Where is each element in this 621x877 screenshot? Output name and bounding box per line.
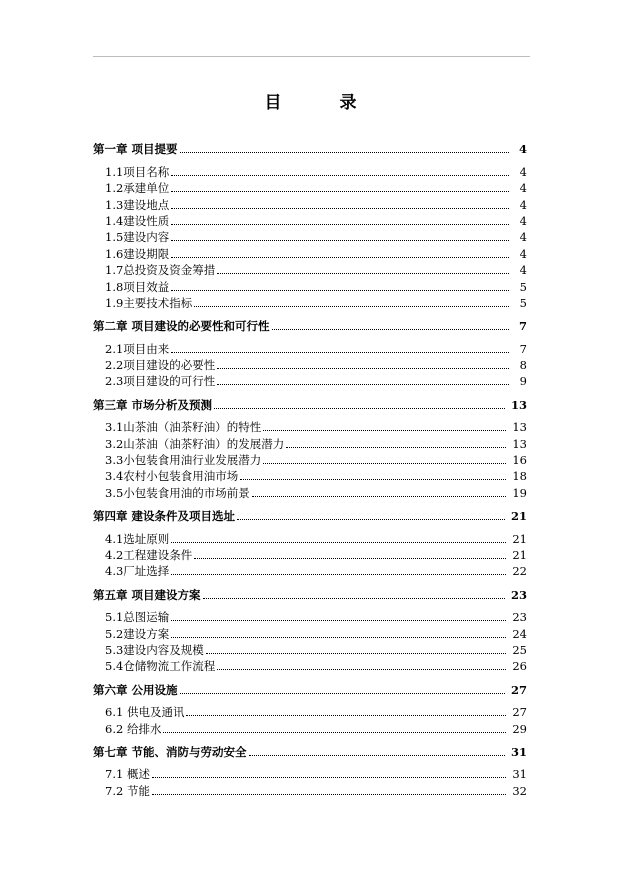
dot-leader: [180, 692, 505, 694]
dot-leader: [171, 289, 509, 291]
toc-section-entry[interactable]: [93, 418, 527, 434]
toc-page-number: 29: [512, 721, 527, 736]
toc-chapter-entry[interactable]: [93, 317, 527, 333]
toc-entry-label: 第二章 项目建设的必要性和可行性: [93, 319, 270, 334]
toc-section-entry[interactable]: [93, 261, 527, 277]
toc-chapter-entry[interactable]: [93, 680, 527, 696]
toc-section-entry[interactable]: [93, 703, 527, 719]
toc-page-number: 4: [519, 181, 527, 196]
toc-page-number: 4: [519, 197, 527, 212]
toc-entry-label: 1.8项目效益: [105, 279, 170, 294]
toc-entry-label: 4.2工程建设条件: [105, 547, 193, 562]
toc-page-number: 23: [512, 610, 527, 625]
header-rule: [93, 56, 530, 57]
toc-section-entry[interactable]: [93, 162, 527, 178]
dot-leader: [263, 429, 506, 431]
toc-section-entry[interactable]: [93, 228, 527, 244]
dot-leader: [272, 328, 509, 330]
toc-section-entry[interactable]: [93, 562, 527, 578]
toc-page-number: 19: [512, 485, 527, 500]
toc-entry-label: 4.1选址原则: [105, 531, 170, 546]
toc-section-entry[interactable]: [93, 657, 527, 673]
toc-page-number: 4: [519, 263, 527, 278]
dot-leader: [237, 518, 505, 520]
toc-page-number: 18: [512, 469, 527, 484]
toc-page-number: 26: [512, 659, 527, 674]
toc-entry-label: 第五章 项目建设方案: [93, 587, 201, 602]
dot-leader: [152, 776, 506, 778]
toc-page-number: 7: [519, 341, 527, 356]
toc-entry-label: 5.1总图运输: [105, 610, 170, 625]
toc-page-number: 13: [512, 436, 527, 451]
dot-leader: [171, 573, 506, 575]
toc-page-number: 21: [510, 509, 527, 524]
toc-page-number: 21: [512, 547, 527, 562]
table-of-contents: [93, 140, 527, 798]
toc-page-number: 25: [512, 642, 527, 657]
toc-section-entry[interactable]: [93, 624, 527, 640]
dot-leader: [171, 239, 509, 241]
toc-section-entry[interactable]: [93, 529, 527, 545]
toc-section-entry[interactable]: [93, 467, 527, 483]
toc-page-number: 4: [519, 230, 527, 245]
toc-section-entry[interactable]: [93, 372, 527, 388]
toc-section-entry[interactable]: [93, 719, 527, 735]
toc-page-number: 4: [519, 213, 527, 228]
dot-leader: [163, 731, 506, 733]
toc-entry-label: 5.2建设方案: [105, 626, 170, 641]
toc-page-number: 16: [512, 453, 527, 468]
toc-entry-label: 第三章 市场分析及预测: [93, 397, 213, 412]
toc-section-entry[interactable]: [93, 451, 527, 467]
toc-entry-label: 2.2项目建设的必要性: [105, 358, 216, 373]
toc-entry-label: 6.2 给排水: [105, 721, 162, 736]
dot-leader: [171, 174, 509, 176]
dot-leader: [194, 305, 509, 307]
toc-page-number: 4: [518, 142, 527, 157]
dot-leader: [214, 407, 505, 409]
toc-section-entry[interactable]: [93, 641, 527, 657]
toc-section-entry[interactable]: [93, 339, 527, 355]
toc-page-number: 27: [510, 682, 527, 697]
toc-section-entry[interactable]: [93, 294, 527, 310]
toc-chapter-entry[interactable]: [93, 743, 527, 759]
toc-section-entry[interactable]: [93, 765, 527, 781]
toc-chapter-entry[interactable]: [93, 395, 527, 411]
dot-leader: [217, 668, 506, 670]
toc-page-number: 32: [512, 783, 527, 798]
dot-leader: [252, 495, 507, 497]
toc-section-entry[interactable]: [93, 356, 527, 372]
dot-leader: [171, 223, 509, 225]
toc-page-number: 27: [512, 705, 527, 720]
toc-page-number: 13: [510, 397, 527, 412]
toc-page-number: 5: [519, 295, 527, 310]
toc-entry-label: 6.1 供电及通讯: [105, 705, 185, 720]
toc-section-entry[interactable]: [93, 195, 527, 211]
dot-leader: [171, 541, 506, 543]
toc-page-number: 7: [518, 319, 527, 334]
toc-chapter-entry[interactable]: [93, 140, 527, 156]
toc-chapter-entry[interactable]: [93, 585, 527, 601]
toc-entry-label: 3.2山茶油（油茶籽油）的发展潜力: [105, 436, 285, 451]
toc-title: 目 录: [264, 93, 383, 113]
dot-leader: [186, 714, 506, 716]
toc-entry-label: 1.4建设性质: [105, 213, 170, 228]
toc-section-entry[interactable]: [93, 244, 527, 260]
dot-leader: [217, 367, 509, 369]
dot-leader: [171, 636, 506, 638]
dot-leader: [171, 351, 509, 353]
dot-leader: [263, 462, 506, 464]
dot-leader: [217, 383, 509, 385]
toc-page-number: 5: [519, 279, 527, 294]
toc-page-number: 31: [510, 744, 527, 759]
toc-page-number: 31: [512, 767, 527, 782]
toc-entry-label: 1.7总投资及资金筹措: [105, 263, 216, 278]
toc-entry-label: 1.3建设地点: [105, 197, 170, 212]
toc-entry-label: 第一章 项目提要: [93, 142, 178, 157]
dot-leader: [286, 446, 506, 448]
dot-leader: [171, 190, 509, 192]
toc-entry-label: 第四章 建设条件及项目选址: [93, 509, 236, 524]
toc-page-number: 24: [512, 626, 527, 641]
dot-leader: [152, 793, 506, 795]
toc-entry-label: 第七章 节能、消防与劳动安全: [93, 744, 247, 759]
toc-page-number: 8: [519, 358, 527, 373]
toc-section-entry[interactable]: [93, 781, 527, 797]
dot-leader: [171, 207, 509, 209]
toc-page-number: 13: [512, 420, 527, 435]
toc-page-number: 4: [519, 246, 527, 261]
toc-entry-label: 3.4农村小包装食用油市场: [105, 469, 239, 484]
toc-entry-label: 3.5小包装食用油的市场前景: [105, 485, 250, 500]
dot-leader: [249, 754, 505, 756]
dot-leader: [171, 256, 509, 258]
dot-leader: [206, 652, 507, 654]
dot-leader: [240, 478, 506, 480]
toc-entry-label: 7.1 概述: [105, 767, 150, 782]
dot-leader: [171, 619, 506, 621]
toc-entry-label: 3.3小包装食用油行业发展潜力: [105, 453, 262, 468]
toc-entry-label: 第六章 公用设施: [93, 682, 178, 697]
toc-section-entry[interactable]: [93, 179, 527, 195]
toc-section-entry[interactable]: [93, 546, 527, 562]
toc-entry-label: 1.2承建单位: [105, 181, 170, 196]
toc-page-number: 9: [519, 374, 527, 389]
toc-section-entry[interactable]: [93, 608, 527, 624]
dot-leader: [194, 557, 506, 559]
toc-entry-label: 3.1山茶油（油茶籽油）的特性: [105, 420, 262, 435]
toc-entry-label: 1.1项目名称: [105, 164, 170, 179]
dot-leader: [217, 272, 509, 274]
dot-leader: [180, 151, 509, 153]
toc-entry-label: 2.3项目建设的可行性: [105, 374, 216, 389]
dot-leader: [203, 597, 505, 599]
toc-entry-label: 1.5建设内容: [105, 230, 170, 245]
toc-section-entry[interactable]: [93, 212, 527, 228]
toc-page-number: 4: [519, 164, 527, 179]
toc-page-number: 23: [510, 587, 527, 602]
toc-chapter-entry[interactable]: [93, 507, 527, 523]
toc-page-number: 22: [512, 564, 527, 579]
toc-entry-label: 7.2 节能: [105, 783, 150, 798]
toc-page-number: 21: [512, 531, 527, 546]
toc-entry-label: 2.1项目由来: [105, 341, 170, 356]
toc-section-entry[interactable]: [93, 277, 527, 293]
toc-entry-label: 5.4仓储物流工作流程: [105, 659, 216, 674]
toc-entry-label: 1.9主要技术指标: [105, 295, 193, 310]
toc-entry-label: 5.3建设内容及规模: [105, 642, 204, 657]
toc-entry-label: 1.6建设期限: [105, 246, 170, 261]
toc-section-entry[interactable]: [93, 434, 527, 450]
toc-section-entry[interactable]: [93, 483, 527, 499]
toc-entry-label: 4.3厂址选择: [105, 564, 170, 579]
